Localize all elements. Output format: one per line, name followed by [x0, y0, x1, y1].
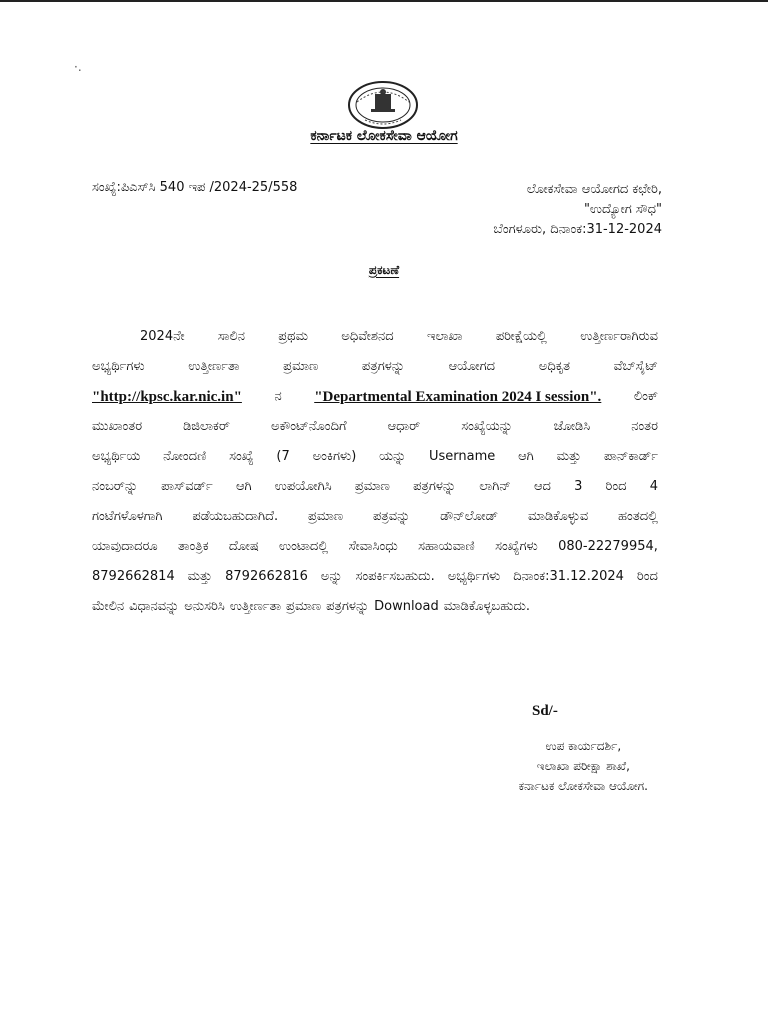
body-word: ಮಾಡಿಕೊಳ್ಳಬಹುದು.: [443, 599, 531, 614]
body-word: ಮೇಲಿನ: [92, 599, 125, 614]
signatory-block: [519, 736, 648, 796]
body-word: ರಿಂದ: [636, 569, 658, 584]
body-word: ಗಂಟೆಗಳೊಳಗಾಗಿ: [92, 509, 163, 524]
body-word: ಜೋಡಿಸಿ: [553, 419, 591, 434]
body-word: ದಿನಾಂಕ:31.12.2024: [513, 569, 624, 584]
body-word: ಡೌನ್‌ಲೋಡ್: [440, 509, 499, 524]
body-word: ಪತ್ರವನ್ನು: [372, 509, 411, 524]
body-word: ಅನ್ನು: [320, 569, 343, 584]
body-word: ಮಾಡಿಕೊಳ್ಳುವ: [528, 509, 589, 524]
org-title: ಕರ್ನಾಟಕ ಲೋಕಸೇವಾ ಆಯೋಗ: [310, 128, 458, 144]
notice-body: [92, 322, 658, 622]
body-word: ಮುಖಾಂತರ: [92, 419, 143, 434]
office-address-block: [493, 180, 662, 240]
body-word: ಸಂಪರ್ಕಿಸಬಹುದು.: [355, 569, 435, 584]
body-word: ಪತ್ರಗಳನ್ನು: [326, 599, 370, 614]
body-line: [92, 532, 658, 562]
body-word: ಪತ್ರಗಳನ್ನು: [361, 359, 405, 374]
website-url: "http://kpsc.kar.nic.in": [92, 389, 242, 405]
signature-mark: Sd/-: [532, 703, 558, 719]
body-word: 2024ನೇ: [140, 329, 185, 344]
body-line: [92, 322, 658, 352]
body-word: ನಂತರ: [631, 419, 658, 434]
body-word: ಪ್ರಮಾಣ: [283, 359, 319, 374]
body-word: ಆಗಿ: [235, 479, 252, 494]
body-line: [92, 382, 658, 412]
signatory-organization: ಕರ್ನಾಟಕ ಲೋಕಸೇವಾ ಆಯೋಗ.: [518, 779, 648, 793]
notice-title: ಪ್ರಕಟಣೆ: [368, 263, 400, 277]
body-word: ಅನುಸರಿಸಿ: [184, 599, 225, 614]
scan-speck: ·.: [74, 60, 82, 74]
helpline-number: 8792662816: [225, 569, 308, 584]
body-word: ಅಧಿಕೃತ: [538, 359, 570, 374]
body-word: ಉತ್ತೀರ್ಣತಾ: [229, 599, 282, 614]
body-word: ಆಗಿ: [518, 449, 534, 464]
body-word: 4: [649, 479, 658, 494]
body-word: ಲಿಂಕ್: [633, 389, 658, 404]
body-word: ಅಕೌಂಟ್‌ನೊಂದಿಗೆ: [271, 419, 347, 434]
body-word: ಆಧಾರ್: [387, 419, 421, 434]
body-word: ನೋಂದಣಿ: [163, 449, 207, 464]
office-name: ಲೋಕಸೇವಾ ಆಯೋಗದ ಕಛೇರಿ,: [526, 182, 662, 197]
body-word: ಲಾಗಿನ್: [479, 479, 511, 494]
helpline-number: 8792662814: [92, 569, 175, 584]
body-word: ಉಪಯೋಗಿಸಿ: [274, 479, 332, 494]
body-word: ಅಧಿವೇಶನದ: [341, 329, 394, 344]
body-word: ಹಂತದಲ್ಲಿ: [618, 509, 658, 524]
signatory-designation: ಉಪ ಕಾರ್ಯದರ್ಶಿ,: [545, 739, 622, 753]
body-word: ನ: [274, 389, 282, 404]
body-word: ದೋಷ: [228, 539, 259, 554]
body-word: ಪ್ರಮಾಣ: [308, 509, 344, 524]
body-word: ಸಾಲಿನ: [217, 329, 245, 344]
body-word: ಅಭ್ಯರ್ಥಿಗಳು: [447, 569, 501, 584]
body-word: ಅಂಕಿಗಳು): [312, 449, 357, 464]
body-word: ಪಾನ್‌ಕಾರ್ಡ್: [603, 449, 658, 464]
body-word: Username: [428, 449, 496, 464]
body-word: ವಿಧಾನವನ್ನು: [129, 599, 180, 614]
body-word: ಸಂಖ್ಯೆ: [229, 449, 254, 464]
body-word: ಪಡೆಯಬಹುದಾಗಿದೆ.: [192, 509, 279, 524]
body-word: ಸಂಖ್ಯೆಗಳು: [495, 539, 538, 554]
body-line: [92, 562, 658, 592]
exam-session-link-text: "Departmental Examination 2024 I session".: [314, 389, 602, 405]
reference-number: ಸಂಖ್ಯೆ:ಪಿಎಸ್‌ಸಿ 540 ಇಪ /2024-25/558: [92, 180, 298, 195]
body-word: ಪ್ರಮಾಣ: [286, 599, 322, 614]
body-word: ಪತ್ರಗಳನ್ನು: [413, 479, 457, 494]
body-word: ಉತ್ತೀರ್ಣರಾಗಿರುವ: [580, 329, 658, 344]
body-line: [92, 502, 658, 532]
top-border-line: [0, 0, 768, 2]
body-line: [92, 592, 658, 622]
signatory-section: ಇಲಾಖಾ ಪರೀಕ್ಷಾ ಶಾಖೆ,: [536, 759, 630, 773]
body-word: ಮತ್ತು: [187, 569, 213, 584]
body-line: [92, 442, 658, 472]
body-word: ಪ್ರಥಮ: [278, 329, 308, 344]
body-word: ಯಾವುದಾದರೂ: [92, 539, 158, 554]
body-word: ಉತ್ತೀರ್ಣತಾ: [188, 359, 240, 374]
body-word: ಪ್ರಮಾಣ: [354, 479, 390, 494]
body-word: ಅಭ್ಯರ್ಥಿಗಳು: [92, 359, 145, 374]
body-word: ಆಯೋಗದ: [448, 359, 496, 374]
office-building: "ಉದ್ಯೋಗ ಸೌಧ": [583, 202, 662, 217]
body-word: (7: [276, 449, 290, 464]
body-word: ಅಭ್ಯರ್ಥಿಯ: [92, 449, 141, 464]
body-word: ರಿಂದ: [605, 479, 627, 494]
body-line: [92, 412, 658, 442]
body-word: ನಂಬರ್‌ನ್ನು: [92, 479, 138, 494]
body-word: ಪಾಸ್‌ವರ್ಡ್: [161, 479, 213, 494]
body-word: ಯನ್ನು: [379, 449, 407, 464]
body-word: ತಾಂತ್ರಿಕ: [178, 539, 209, 554]
helpline-number: 080-22279954,: [558, 539, 658, 554]
body-word: ಸಂಖ್ಯೆಯನ್ನು: [461, 419, 513, 434]
body-word: ಸಹಾಯವಾಣಿ: [418, 539, 475, 554]
body-line: [92, 472, 658, 502]
body-word: ವೆಬ್‌ಸೈಟ್: [613, 359, 658, 374]
body-word: ಪರೀಕ್ಷೆಯಲ್ಲಿ: [495, 329, 547, 344]
body-word: Download: [374, 599, 439, 614]
body-word: ಡಿಜಿಲಾಕರ್: [183, 419, 230, 434]
body-word: 3: [574, 479, 583, 494]
body-word: ಆದ: [533, 479, 551, 494]
body-line: [92, 352, 658, 382]
body-word: ಸೇವಾಸಿಂಧು: [348, 539, 398, 554]
place-date: ಬೆಂಗಳೂರು, ದಿನಾಂಕ:31-12-2024: [493, 222, 662, 237]
body-word: ಮತ್ತು: [556, 449, 582, 464]
kpsc-emblem-logo: [345, 80, 421, 130]
body-word: ಉಂಟಾದಲ್ಲಿ: [279, 539, 329, 554]
body-word: ಇಲಾಖಾ: [426, 329, 463, 344]
